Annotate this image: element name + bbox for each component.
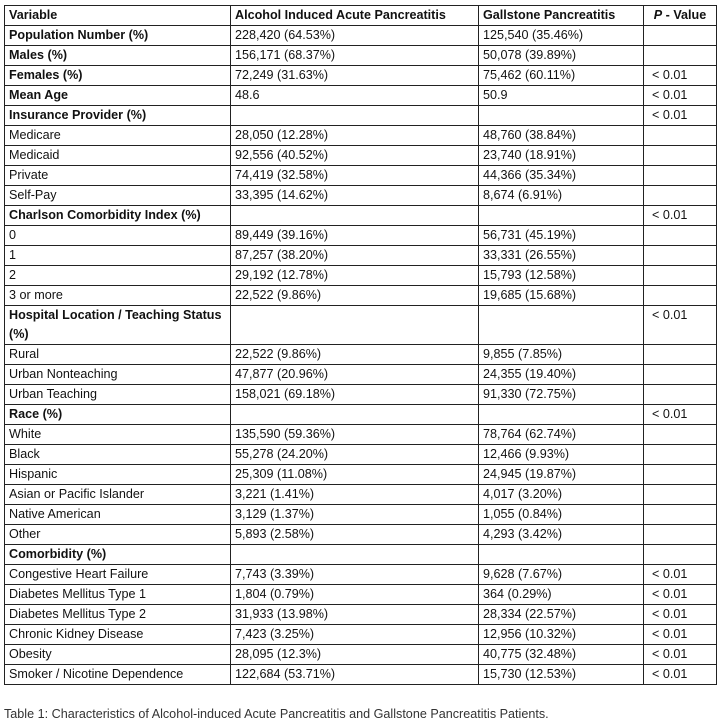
table-row — [5, 565, 717, 585]
p-value: < 0.01 — [644, 605, 717, 625]
p-value: < 0.01 — [644, 665, 717, 685]
table-row — [5, 585, 717, 605]
header-p-letter: P — [653, 8, 663, 22]
table-row — [5, 625, 717, 645]
p-value — [644, 146, 717, 166]
gallstone-value: 44,366 (35.34%) — [479, 166, 644, 186]
row-label: Males (%) — [5, 46, 231, 66]
table-row — [5, 385, 717, 405]
table-row — [5, 665, 717, 685]
alcohol-value: 48.6 — [231, 86, 479, 106]
table-row — [5, 186, 717, 206]
row-label: 2 — [5, 266, 231, 286]
row-label: Diabetes Mellitus Type 1 — [5, 585, 231, 605]
alcohol-value: 3,221 (1.41%) — [231, 485, 479, 505]
row-label: Smoker / Nicotine Dependence — [5, 665, 231, 685]
p-value — [644, 505, 717, 525]
row-label: 1 — [5, 246, 231, 266]
characteristics-table-container — [4, 5, 716, 685]
gallstone-value — [479, 306, 644, 345]
p-value — [644, 445, 717, 465]
gallstone-value: 15,730 (12.53%) — [479, 665, 644, 685]
table-row — [5, 146, 717, 166]
gallstone-value: 40,775 (32.48%) — [479, 645, 644, 665]
row-label: Chronic Kidney Disease — [5, 625, 231, 645]
header-p-suffix: - Value — [662, 8, 707, 22]
alcohol-value: 74,419 (32.58%) — [231, 166, 479, 186]
alcohol-value: 72,249 (31.63%) — [231, 66, 479, 86]
p-value — [644, 26, 717, 46]
row-label: Mean Age — [5, 86, 231, 106]
row-label: Urban Nonteaching — [5, 365, 231, 385]
table-row — [5, 445, 717, 465]
table-header-row — [5, 6, 717, 26]
alcohol-value — [231, 206, 479, 226]
p-value — [644, 266, 717, 286]
table-row — [5, 166, 717, 186]
gallstone-value: 78,764 (62.74%) — [479, 425, 644, 445]
p-value — [644, 186, 717, 206]
gallstone-value: 28,334 (22.57%) — [479, 605, 644, 625]
row-label: 3 or more — [5, 286, 231, 306]
alcohol-value: 5,893 (2.58%) — [231, 525, 479, 545]
alcohol-value: 92,556 (40.52%) — [231, 146, 479, 166]
table-row — [5, 286, 717, 306]
gallstone-value — [479, 405, 644, 425]
row-label: Other — [5, 525, 231, 545]
table-row — [5, 66, 717, 86]
p-value: < 0.01 — [644, 106, 717, 126]
alcohol-value: 29,192 (12.78%) — [231, 266, 479, 286]
alcohol-value: 158,021 (69.18%) — [231, 385, 479, 405]
alcohol-value: 25,309 (11.08%) — [231, 465, 479, 485]
header-variable: Variable — [5, 6, 231, 26]
row-label: Obesity — [5, 645, 231, 665]
row-label: Race (%) — [5, 405, 231, 425]
table-row — [5, 525, 717, 545]
row-label: Asian or Pacific Islander — [5, 485, 231, 505]
table-row — [5, 425, 717, 445]
characteristics-table — [4, 5, 717, 685]
p-value: < 0.01 — [644, 306, 717, 345]
gallstone-value: 125,540 (35.46%) — [479, 26, 644, 46]
alcohol-value: 135,590 (59.36%) — [231, 425, 479, 445]
p-value: < 0.01 — [644, 565, 717, 585]
table-row — [5, 86, 717, 106]
table-row — [5, 365, 717, 385]
row-label: Comorbidity (%) — [5, 545, 231, 565]
p-value — [644, 286, 717, 306]
p-value — [644, 385, 717, 405]
gallstone-value: 50,078 (39.89%) — [479, 46, 644, 66]
row-label: Black — [5, 445, 231, 465]
row-label: Native American — [5, 505, 231, 525]
gallstone-value: 91,330 (72.75%) — [479, 385, 644, 405]
alcohol-value: 55,278 (24.20%) — [231, 445, 479, 465]
table-row — [5, 246, 717, 266]
table-row — [5, 126, 717, 146]
row-label: White — [5, 425, 231, 445]
row-label: Self-Pay — [5, 186, 231, 206]
p-value — [644, 166, 717, 186]
row-label: Hospital Location / Teaching Status (%) — [5, 306, 231, 345]
table-row — [5, 26, 717, 46]
row-label: Congestive Heart Failure — [5, 565, 231, 585]
header-p-value — [644, 6, 717, 26]
table-row — [5, 106, 717, 126]
table-row — [5, 485, 717, 505]
header-gallstone: Gallstone Pancreatitis — [479, 6, 644, 26]
alcohol-value: 122,684 (53.71%) — [231, 665, 479, 685]
p-value — [644, 345, 717, 365]
p-value: < 0.01 — [644, 206, 717, 226]
table-row — [5, 645, 717, 665]
gallstone-value: 24,355 (19.40%) — [479, 365, 644, 385]
table-row — [5, 465, 717, 485]
row-label: Rural — [5, 345, 231, 365]
alcohol-value: 7,423 (3.25%) — [231, 625, 479, 645]
alcohol-value: 87,257 (38.20%) — [231, 246, 479, 266]
p-value: < 0.01 — [644, 66, 717, 86]
row-label: Females (%) — [5, 66, 231, 86]
gallstone-value — [479, 206, 644, 226]
p-value: < 0.01 — [644, 86, 717, 106]
alcohol-value: 7,743 (3.39%) — [231, 565, 479, 585]
alcohol-value: 228,420 (64.53%) — [231, 26, 479, 46]
table-row — [5, 405, 717, 425]
p-value — [644, 46, 717, 66]
gallstone-value: 12,956 (10.32%) — [479, 625, 644, 645]
row-label: Diabetes Mellitus Type 2 — [5, 605, 231, 625]
gallstone-value — [479, 106, 644, 126]
gallstone-value: 12,466 (9.93%) — [479, 445, 644, 465]
gallstone-value: 9,628 (7.67%) — [479, 565, 644, 585]
p-value — [644, 545, 717, 565]
table-row — [5, 505, 717, 525]
p-value — [644, 246, 717, 266]
p-value — [644, 126, 717, 146]
alcohol-value: 31,933 (13.98%) — [231, 605, 479, 625]
p-value — [644, 365, 717, 385]
p-value — [644, 465, 717, 485]
p-value — [644, 485, 717, 505]
row-label: Medicaid — [5, 146, 231, 166]
alcohol-value: 89,449 (39.16%) — [231, 226, 479, 246]
gallstone-value: 75,462 (60.11%) — [479, 66, 644, 86]
alcohol-value: 22,522 (9.86%) — [231, 286, 479, 306]
table-row — [5, 226, 717, 246]
gallstone-value: 8,674 (6.91%) — [479, 186, 644, 206]
header-alcohol-induced: Alcohol Induced Acute Pancreatitis — [231, 6, 479, 26]
row-label: 0 — [5, 226, 231, 246]
p-value — [644, 425, 717, 445]
row-label: Medicare — [5, 126, 231, 146]
table-row — [5, 605, 717, 625]
gallstone-value: 48,760 (38.84%) — [479, 126, 644, 146]
row-label: Population Number (%) — [5, 26, 231, 46]
table-caption: Table 1: Characteristics of Alcohol-induced Acute Pancreatitis and Gallstone Pancreatitis Patients. — [4, 707, 549, 721]
alcohol-value — [231, 106, 479, 126]
table-row — [5, 266, 717, 286]
gallstone-value: 23,740 (18.91%) — [479, 146, 644, 166]
gallstone-value: 4,017 (3.20%) — [479, 485, 644, 505]
row-label: Hispanic — [5, 465, 231, 485]
row-label: Urban Teaching — [5, 385, 231, 405]
p-value — [644, 525, 717, 545]
gallstone-value: 15,793 (12.58%) — [479, 266, 644, 286]
alcohol-value: 47,877 (20.96%) — [231, 365, 479, 385]
row-label: Insurance Provider (%) — [5, 106, 231, 126]
row-label: Private — [5, 166, 231, 186]
gallstone-value — [479, 545, 644, 565]
gallstone-value: 19,685 (15.68%) — [479, 286, 644, 306]
p-value: < 0.01 — [644, 405, 717, 425]
alcohol-value — [231, 306, 479, 345]
alcohol-value: 28,095 (12.3%) — [231, 645, 479, 665]
gallstone-value: 1,055 (0.84%) — [479, 505, 644, 525]
row-label: Charlson Comorbidity Index (%) — [5, 206, 231, 226]
alcohol-value: 22,522 (9.86%) — [231, 345, 479, 365]
p-value: < 0.01 — [644, 625, 717, 645]
table-row — [5, 206, 717, 226]
p-value: < 0.01 — [644, 645, 717, 665]
table-row — [5, 306, 717, 345]
gallstone-value: 33,331 (26.55%) — [479, 246, 644, 266]
gallstone-value: 9,855 (7.85%) — [479, 345, 644, 365]
alcohol-value — [231, 405, 479, 425]
table-body — [5, 26, 717, 685]
gallstone-value: 50.9 — [479, 86, 644, 106]
alcohol-value: 33,395 (14.62%) — [231, 186, 479, 206]
alcohol-value: 156,171 (68.37%) — [231, 46, 479, 66]
p-value — [644, 226, 717, 246]
table-row — [5, 545, 717, 565]
gallstone-value: 24,945 (19.87%) — [479, 465, 644, 485]
alcohol-value: 28,050 (12.28%) — [231, 126, 479, 146]
table-row — [5, 345, 717, 365]
gallstone-value: 364 (0.29%) — [479, 585, 644, 605]
table-row — [5, 46, 717, 66]
gallstone-value: 4,293 (3.42%) — [479, 525, 644, 545]
alcohol-value: 1,804 (0.79%) — [231, 585, 479, 605]
p-value: < 0.01 — [644, 585, 717, 605]
gallstone-value: 56,731 (45.19%) — [479, 226, 644, 246]
alcohol-value: 3,129 (1.37%) — [231, 505, 479, 525]
alcohol-value — [231, 545, 479, 565]
